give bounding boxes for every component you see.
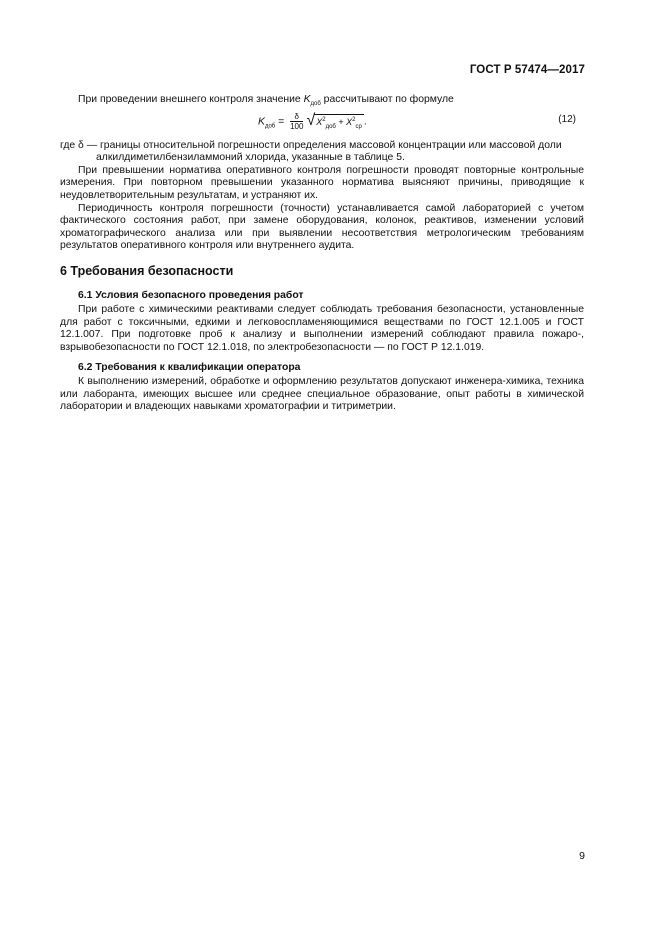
radicand-x2: X bbox=[346, 116, 353, 127]
sqrt-sign: √ bbox=[306, 112, 316, 130]
standard-header: ГОСТ Р 57474—2017 bbox=[469, 64, 585, 76]
intro-text-after: рассчитывают по формуле bbox=[320, 94, 454, 105]
radicand-plus: + bbox=[338, 116, 344, 127]
formula-number: (12) bbox=[558, 113, 576, 125]
subsection-6-2-text: К выполнению измерений, обработке и оформлению результатов допускают инженера-химика, техника или лаборанта, имеющих высшее или среднее специальное образование, опыт работы в химической лаборатории и владеющих навыками хроматографии и титриметрии. bbox=[60, 376, 584, 413]
intro-k-subscript: доб bbox=[310, 101, 321, 108]
page-number: 9 bbox=[579, 850, 585, 862]
paragraph-repeat-measurements: При превышении норматива оперативного контроля погрешности проводят повторные контрольные измерения. При повторном превышении указанного норматива выясняют причины, приводящие к неудовлетворительным результатам, и устраняют их. bbox=[60, 164, 584, 201]
section-6-title: 6 Требования безопасности bbox=[60, 263, 234, 278]
formula-body bbox=[258, 112, 367, 131]
paragraph-control-periodicity: Периодичность контроля погрешности (точности) устанавливается самой лабораторией с учетом фактического состояния работ, при замене оборудования, колонок, реактивов, изменении условий хроматографического анализа или при выявлении несоответствия метрологическим требованиям результатов оперативного контроля или внутреннего аудита. bbox=[60, 202, 584, 252]
where-lead: где δ — bbox=[60, 139, 100, 151]
subsection-6-1-title: 6.1 Условия безопасного проведения работ bbox=[78, 289, 304, 301]
formula-fraction bbox=[290, 112, 303, 131]
page-content bbox=[60, 94, 584, 414]
where-clause bbox=[60, 140, 584, 165]
formula-lhs: K bbox=[258, 115, 265, 127]
sqrt-radicand bbox=[314, 114, 364, 129]
formula-intro bbox=[60, 94, 584, 107]
radicand-x2-subscript: ср bbox=[355, 123, 362, 130]
radicand-x1-subscript: доб bbox=[325, 123, 336, 130]
radicand-x1-power: 2 bbox=[322, 116, 326, 123]
formula-equals: = bbox=[278, 115, 285, 127]
fraction-denominator: 100 bbox=[290, 121, 304, 131]
subsection-6-2-title: 6.2 Требования к квалификации оператора bbox=[78, 361, 301, 373]
where-line-2: алкилдиметилбензиламмоний хлорида, указанные в таблице 5. bbox=[96, 152, 405, 164]
radicand-x1: X bbox=[316, 116, 323, 127]
intro-k-symbol: K bbox=[303, 94, 311, 105]
where-line-1: границы относительной погрешности определения массовой концентрации или массовой доли bbox=[100, 139, 562, 151]
formula-12 bbox=[60, 110, 584, 136]
intro-text-before: При проведении внешнего контроля значение bbox=[78, 94, 304, 105]
formula-lhs-subscript: доб bbox=[264, 122, 276, 129]
fraction-numerator: δ bbox=[290, 112, 303, 122]
radicand-x2-power: 2 bbox=[352, 116, 356, 123]
subsection-6-1-text: При работе с химическими реактивами следует соблюдать требования безопасности, установленные для работ с токсичными, едкими и легковоспламеняющимися веществами по ГОСТ 12.1.005 и ГОСТ 12.1.007. При подготовке проб к анализу и выполнении измерений соблюдают правила пожаро-, взрывобезопасности по ГОСТ 12.1.018, по электробезопасности — по ГОСТ Р 12.1.019. bbox=[60, 304, 584, 353]
formula-dot: . bbox=[363, 115, 367, 127]
